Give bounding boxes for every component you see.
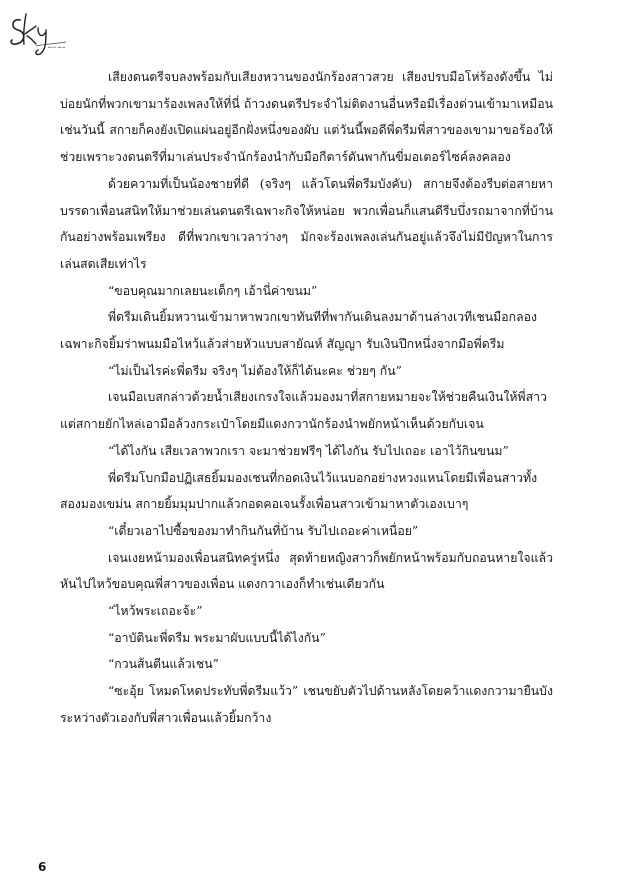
paragraph: เจนมือเบสกล่าวด้วยน้ำเสียงเกรงใจแล้วมองมาที่สกายหมายจะให้ช่วยคืนเงินให้พี่สาว แต่สกายยักไหล่เอามือล้วงกระเป๋าโดยมีแดงกวานักร้องนำพยักหน้าเห็นด้วยกับเจน [60, 390, 547, 432]
paragraph: พี่ดรีมโบกมือปฏิเสธยิ้มมองเชนที่กอดเงินไว้แนบอกอย่างหวงแหนโดยมีเพื่อนสาวทั้งสองมองเขม่น สกายยิ้มมุมปากแล้วกอดคอเจนรั้งเพื่อนสาวเข้ามาหาตัวเองเบาๆ [60, 470, 538, 512]
page-number: 6 [38, 860, 47, 874]
dialogue-line: “ไม่เป็นไรค่ะพี่ดรีม จริงๆ ไม่ต้องให้ก็ได้นะคะ ช่วยๆ กัน” [108, 363, 402, 378]
dialogue-line: “ไหว้พระเถอะจ้ะ” [108, 604, 203, 619]
paragraph: พี่ดรีมเดินยิ้มหวานเข้ามาหาพวกเขาทันทีที่พากันเดินลงมาด้านล่างเวทีเชนมือกลองเฉพาะกิจยิ้มร่าพนมมือไหว้แล้วส่ายหัวแบบสายัณห์ สัญญา รับเงินปึกหนึ่งจากมือพี่ดรีม [60, 310, 538, 352]
dialogue-line: “ขอบคุณมากเลยนะเด็กๆ เอ้านี่ค่าขนม” [108, 283, 318, 298]
logo [6, 6, 72, 58]
dialogue-line: “เดี๋ยวเอาไปซื้อของมาทำกินกันที่บ้าน รับไปเถอะค่าเหนื่อย” [108, 523, 419, 538]
page-body [60, 64, 553, 732]
dialogue-line: “ได้ไงกัน เสียเวลาพวกเรา จะมาช่วยฟรีๆ ได้ไงกัน รับไปเถอะ เอาไว้กินขนม” [108, 443, 509, 458]
paragraph: “ซะอุ้ย โหมดโหดประทับพี่ดรีมแว้ว” เชนขยับตัวไปด้านหลังโดยคว้าแดงกวามายืนบังระหว่างตัวเองกับพี่สาวเพื่อนแล้วยิ้มกว้าง [60, 684, 553, 725]
paragraph: เสียงดนตรีจบลงพร้อมกับเสียงหวานของนักร้องสาวสวย เสียงปรบมือโห่ร้องดังขึ้น ไม่บ่อยนักที่พวกเขามาร้องเพลงให้ที่นี่ ถ้าวงดนตรีประจำไม่ติดงานอื่นหรือมีเรื่องด่วนเข้ามาเหมือนเช่นวันนี้ สกายก็คงยังเปิดแผ่นอยู่อีกฝั่งหนึ่งของผับ แต่วันนี้พอดีพี่ดรีมพี่สาวของเขามาขอร้องให้ช่วยเพราะวงดนตรีที่มาเล่นประจำนักร้องนำกับมือกีตาร์ดันพากันขี่มอเตอร์ไซค์ลงคลอง [60, 70, 553, 165]
dialogue-line: “อาบัตินะพี่ดรีม พระมาผับแบบนี้ได้ไงกัน” [108, 630, 326, 645]
paragraph: ด้วยความที่เป็นน้องชายที่ดี (จริงๆ แล้วโดนพี่ดรีมบังคับ) สกายจึงต้องรีบต่อสายหาบรรดาเพื่อนสนิทให้มาช่วยเล่นดนตรีเฉพาะกิจให้หน่อย พวกเพื่อนก็แสนดีรีบบึ่งรถมาจากที่บ้านกันอย่างพร้อมเพรียง ดีที่พวกเขาเวลาว่างๆ มักจะร้องเพลงเล่นกันอยู่แล้วจึงไม่มีปัญหาในการเล่นสดเสียเท่าไร [60, 176, 553, 271]
dialogue-line: “กวนส้นตีนแล้วเชน” [108, 657, 219, 672]
signature-logo-icon [6, 6, 72, 58]
paragraph: เจนเงยหน้ามองเพื่อนสนิทครู่หนึ่ง สุดท้ายหญิงสาวก็พยักหน้าพร้อมกับถอนหายใจแล้วหันไปไหว้ขอบคุณพี่สาวของเพื่อน แดงกวาเองก็ทำเช่นเดียวกัน [60, 550, 553, 592]
